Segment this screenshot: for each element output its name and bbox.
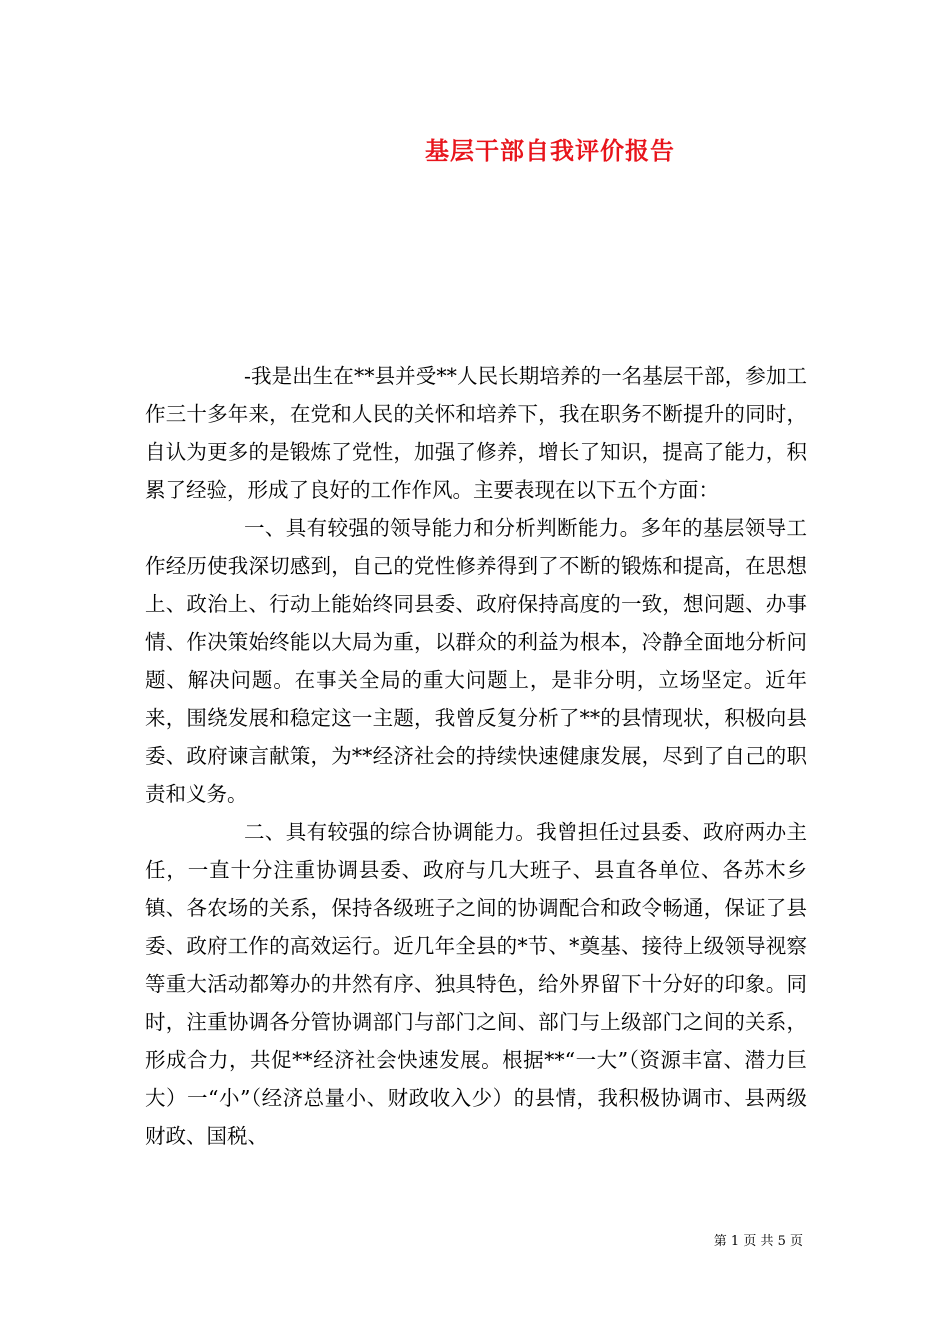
paragraph-coordination: 二、具有较强的综合协调能力。我曾担任过县委、政府两办主任，一直十分注重协调县委、政府与几大班子、县直各单位、各苏木乡镇、各农场的关系，保持各级班子之间的协调配合和政令畅通，保证了县委、政府工作的高效运行。近几年全县的*节、*奠基、接待上级领导视察等重大活动都筹办的井然有序、独具特色，给外界留下十分好的印象。同时，注重协调各分管协调部门与部门之间、部门与上级部门之间的关系，形成合力，共促**经济社会快速发展。根据**“一大”（资源丰富、潜力巨大）一“小”（经济总量小、财政收入少）的县情，我积极协调市、县两级财政、国税、	[145, 820, 807, 1148]
page-number-footer: 第 1 页 共 5 页	[713, 1234, 803, 1249]
paragraph-leadership: 一、具有较强的领导能力和分析判断能力。多年的基层领导工作经历使我深切感到，自己的党性修养得到了不断的锻炼和提高，在思想上、政治上、行动上能始终同县委、政府保持高度的一致，想问题、办事情、作决策始终能以大局为重，以群众的利益为根本，冷静全面地分析问题、解决问题。在事关全局的重大问题上，是非分明，立场坚定。近年来，围绕发展和稳定这一主题，我曾反复分析了**的县情现状，积极向县委、政府谏言献策，为**经济社会的持续快速健康发展，尽到了自己的职责和义务。	[145, 516, 807, 806]
paragraph-intro: -我是出生在**县并受**人民长期培养的一名基层干部，参加工作三十多年来，在党和人民的关怀和培养下，我在职务不断提升的同时，自认为更多的是锻炼了党性，加强了修养，增长了知识，提高了能力，积累了经验，形成了良好的工作作风。主要表现在以下五个方面：	[145, 364, 807, 502]
document-title: 基层干部自我评价报告	[425, 136, 675, 165]
document-body	[145, 357, 807, 1155]
